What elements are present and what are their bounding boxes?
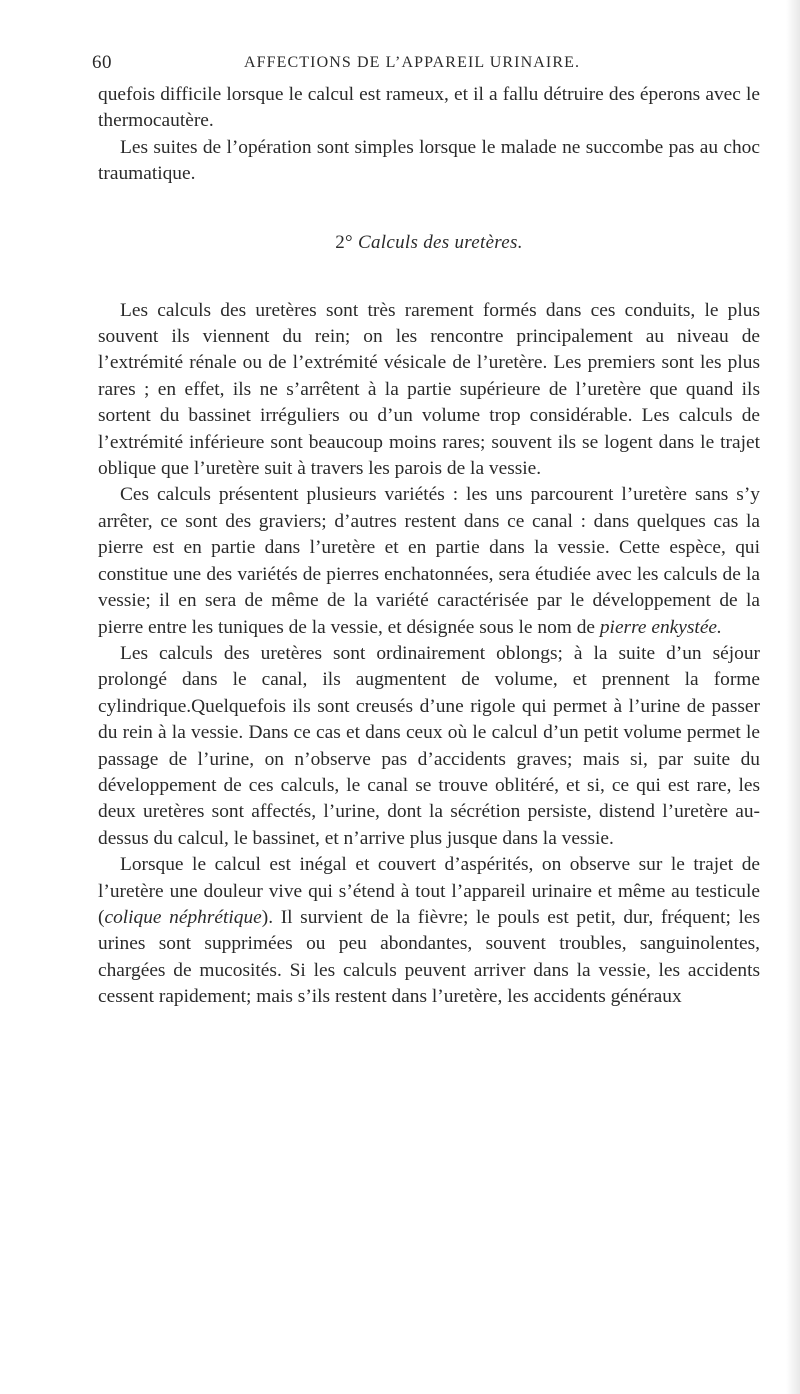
term-colique-nephretique: colique néphrétique xyxy=(104,906,262,928)
term-pierre-enkystee: pierre enkystée. xyxy=(599,616,722,638)
paragraph-symptomes xyxy=(98,852,760,1010)
paragraph-symptomes-text-a: Lorsque le calcul est inégal et couvert d’aspérités, on observe sur le trajet de l’uretère une douleur vive qui s’étend à tout l’appareil urinaire et même au testicule ( xyxy=(98,854,760,928)
paragraph-suites-operation: Les suites de l’opération sont simples lorsque le malade ne succombe pas au choc traumatique. xyxy=(98,136,760,185)
section-title: Calculs des uretères. xyxy=(357,231,523,253)
page-edge-shadow xyxy=(786,0,800,1394)
page-number: 60 xyxy=(92,52,112,73)
paragraph-continuation: quefois difficile lorsque le calcul est rameux, et il a fallu détruire des éperons avec le thermocautère. xyxy=(98,84,760,132)
paragraph-varietes xyxy=(98,482,760,640)
running-title: AFFECTIONS DE L’APPAREIL URINAIRE. xyxy=(244,54,581,71)
section-heading xyxy=(98,232,760,254)
section-number: 2° xyxy=(335,231,353,253)
paragraph-forme-calculs: Les calculs des uretères sont ordinairement oblongs; à la suite d’un séjour prolongé dans le canal, ils augmentent de volume, et prennent la forme cylindrique.Quelquefois ils sont creusés d’une rigole qui permet à l’urine de passer du rein à la vessie. Dans ce cas et dans ceux où le calcul d’un petit volume permet le passage de l’urine, on n’observe pas d’accidents graves; mais si, par suite du développement de ces calculs, le canal se trouve oblitéré, et si, ce qui est rare, les deux uretères sont affectés, l’urine, dont la sécrétion persiste, distend l’uretère au-dessus du calcul, le bassinet, et n’arrive plus jusque dans la vessie. xyxy=(98,642,760,849)
running-header xyxy=(92,52,760,82)
paragraph-formation-calculs: Les calculs des uretères sont très rarement formés dans ces conduits, le plus souvent ils viennent du rein; on les rencontre principalement au niveau de l’extrémité rénale ou de l’extrémité vésicale de l’uretère. Les premiers sont les plus rares ; en effet, ils ne s’arrêtent à la partie supérieure de l’uretère que quand ils sortent du bassinet irréguliers ou d’un volume trop considérable. Les calculs de l’extrémité inférieure sont beaucoup moins rares; souvent ils se logent dans le trajet oblique que l’uretère suit à travers les parois de la vessie. xyxy=(98,299,760,480)
paragraph-symptomes-text-b: ). Il survient de la fièvre; le pouls est petit, dur, fréquent; les urines sont supprimées ou peu abondantes, souvent troubles, sanguinolentes, chargées de mucosités. Si les calculs peuvent arriver dans la vessie, les accidents cessent rapidement; mais s’ils restent dans l’uretère, les accidents généraux xyxy=(98,906,760,1008)
paragraph-varietes-text: Ces calculs présentent plusieurs variétés : les uns parcourent l’uretère sans s’y arrêter, ce sont des graviers; d’autres restent dans ce canal : dans quelques cas la pierre est en partie dans l’uretère et en partie dans la vessie. Cette espèce, qui constitue une des variétés de pierres enchatonnées, sera étudiée avec les calculs de la vessie; il en sera de même de la variété caractérisée par le développement de la pierre entre les tuniques de la vessie, et désignée sous le nom de xyxy=(98,484,760,638)
book-page xyxy=(92,52,760,1011)
